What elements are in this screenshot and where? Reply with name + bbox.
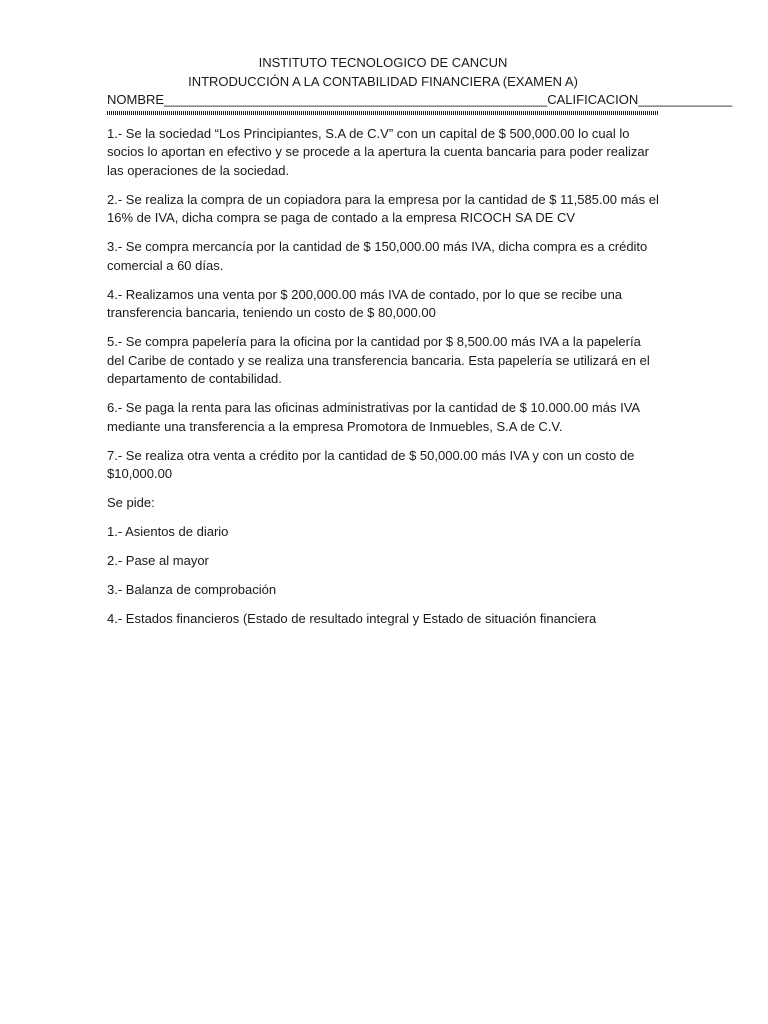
request-item-4: 4.- Estados financieros (Estado de resultado integral y Estado de situación financiera	[107, 611, 597, 626]
question-2: 2.- Se realiza la compra de un copiadora para la empresa por la cantidad de $ 11,585.00 más el 16% de IVA, dicha compra se paga de contado a la empresa RICOCH SA DE CV	[107, 191, 659, 225]
exam-document	[107, 54, 733, 639]
question-3: 3.- Se compra mercancía por la cantidad de $ 150,000.00 más IVA, dicha compra es a crédito comercial a 60 días.	[107, 239, 648, 273]
request-label: Se pide:	[107, 495, 155, 510]
request-item-1: 1.- Asientos de diario	[107, 524, 229, 539]
question-5: 5.- Se compra papelería para la oficina por la cantidad por $ 8,500.00 más IVA a la papelería del Caribe de contado y se realiza una transferencia bancaria. Esta papelería se utilizará en el departamento de contabilidad.	[107, 334, 650, 386]
question-1: 1.- Se la sociedad “Los Principiantes, S.A de C.V” con un capital de $ 500,000.00 lo cual lo socios lo aportan en efectivo y se procede a la apertura la cuenta bancaria para poder realizar las operaciones de la sociedad.	[107, 125, 649, 178]
request-item-3: 3.- Balanza de comprobación	[107, 582, 277, 597]
name-and-grade-line: NOMBRE_____________________________________________________CALIFICACION_____________	[107, 92, 733, 107]
request-item-2: 2.- Pase al mayor	[107, 553, 209, 568]
question-7: 7.- Se realiza otra venta a crédito por la cantidad de $ 50,000.00 más IVA y con un costo de $10,000.00	[107, 447, 635, 481]
question-4: 4.- Realizamos una venta por $ 200,000.00 más IVA de contado, por lo que se recibe una transferencia bancaria, teniendo un costo de $ 80,000.00	[107, 286, 623, 320]
question-6: 6.- Se paga la renta para las oficinas administrativas por la cantidad de $ 10.000.00 más IVA mediante una transferencia a la empresa Promotora de Inmuebles, S.A de C.V.	[107, 400, 640, 434]
separator-rule	[107, 111, 659, 115]
institution-title: INSTITUTO TECNOLOGICO DE CANCUN	[258, 55, 508, 70]
exam-title: INTRODUCCIÓN A LA CONTABILIDAD FINANCIERA (EXAMEN A)	[188, 73, 578, 89]
